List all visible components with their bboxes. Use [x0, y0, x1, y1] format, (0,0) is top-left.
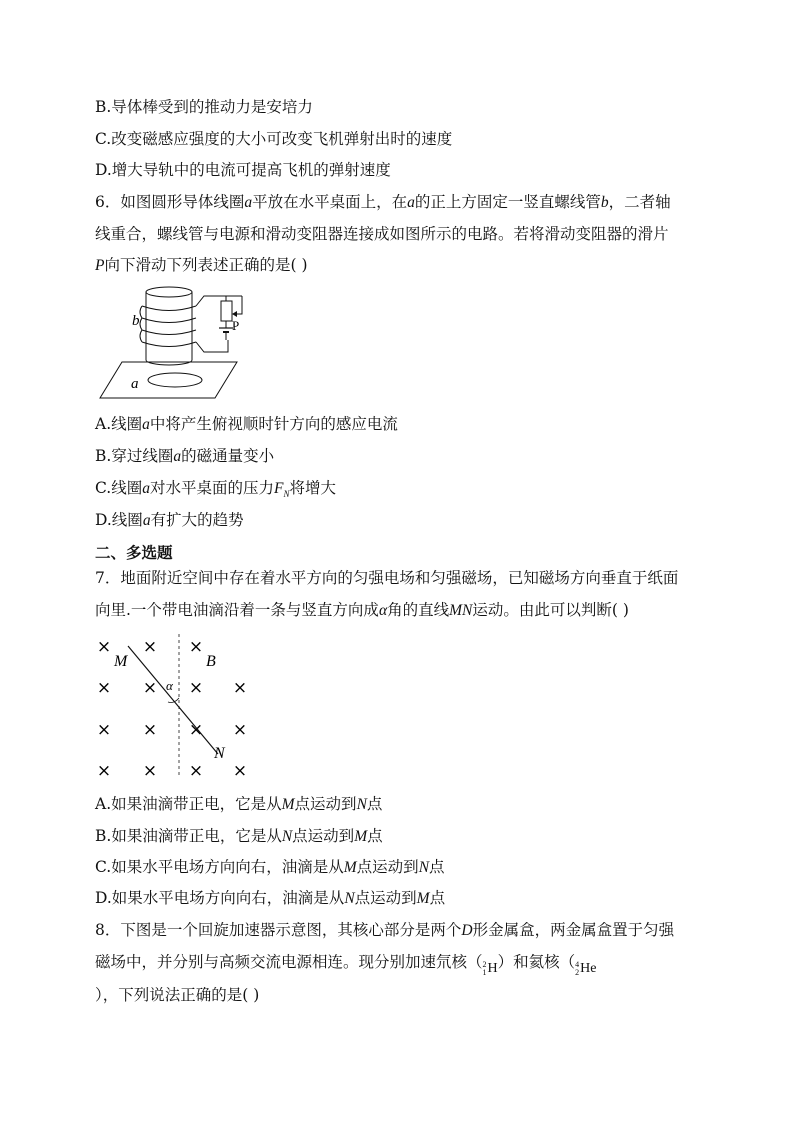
field-cross: × [142, 637, 158, 657]
text: 平放在水平桌面上，在 [252, 193, 408, 211]
text: 的磁通量变小 [181, 447, 275, 465]
text: D.如果水平电场方向向右，油滴是从 [95, 889, 345, 907]
label-b: b [132, 313, 140, 329]
field-cross: × [188, 678, 204, 698]
var-f: F [274, 480, 284, 497]
text: 中将产生俯视顺时针方向的感应电流 [149, 415, 398, 433]
section-heading-multiple-choice: 二、多选题 [95, 543, 173, 562]
var-n: N [344, 890, 355, 907]
magnetic-field-figure [92, 632, 262, 780]
text: A.如果油滴带正电，它是从 [95, 795, 282, 813]
text: B.穿过线圈 [95, 447, 174, 465]
label-n: N [214, 745, 225, 762]
solenoid-circuit-figure [98, 284, 238, 404]
var-alpha: α [378, 602, 388, 619]
field-cross: × [96, 761, 112, 781]
text: 磁场中，并分别与高频交流电源相连。现分别加速氘核（ [95, 953, 483, 971]
text: 点 [429, 858, 445, 876]
q5-option-c: C.改变磁感应强度的大小可改变飞机弹射出时的速度 [95, 130, 453, 148]
atomic-number: 2 [575, 968, 580, 977]
text: 有扩大的趋势 [150, 511, 244, 529]
slider-p [234, 296, 242, 314]
text: 对水平桌面的压力 [149, 479, 274, 497]
label-m: M [114, 653, 128, 670]
q6-stem-line3 [95, 255, 308, 276]
text: 点 [366, 795, 383, 813]
var-a: a [142, 416, 150, 433]
element-symbol: H [487, 961, 498, 976]
field-cross: × [142, 720, 158, 740]
coil-a [148, 373, 202, 387]
field-cross: × [188, 637, 204, 657]
var-a: a [142, 512, 151, 529]
field-cross: × [96, 678, 112, 698]
q5-option-d: D.增大导轨中的电流可提高飞机的弹射速度 [95, 161, 391, 179]
q6-stem-line1 [95, 192, 671, 213]
text: 点 [367, 827, 383, 845]
deuteron-symbol [483, 959, 498, 979]
text: C.线圈 [95, 479, 143, 497]
q7-option-a [95, 794, 382, 815]
text: 8．下图是一个回旋加速器示意图，其核心部分是两个 [95, 921, 462, 939]
var-m: M [416, 890, 430, 907]
field-cross: × [232, 678, 248, 698]
text: 向里.一个带电油滴沿着一条与竖直方向成 [95, 601, 379, 619]
solenoid-windings [140, 306, 196, 347]
field-cross: × [96, 637, 112, 657]
atomic-number: 1 [482, 968, 487, 977]
label-a: a [131, 376, 139, 392]
var-m: M [343, 859, 357, 876]
field-cross: × [188, 761, 204, 781]
text: D.线圈 [95, 511, 143, 529]
trajectory-mn [128, 646, 218, 754]
var-m: M [354, 828, 368, 845]
element-symbol: He [580, 961, 597, 976]
q6-stem-line2: 线重合，螺线管与电源和滑动变阻器连接成如图所示的电路。若将滑动变阻器的滑片 [95, 225, 669, 243]
text: ）和氦核（ [497, 953, 576, 971]
var-a: a [244, 194, 253, 211]
field-cross: × [142, 678, 158, 698]
q7-option-d [95, 888, 445, 909]
var-mn: MN [449, 602, 473, 619]
q7-stem-line2 [95, 600, 629, 621]
q7-option-c [95, 857, 445, 878]
helium-nucleus-symbol [575, 959, 596, 979]
q8-stem-line2 [95, 952, 596, 979]
field-cross: × [96, 720, 112, 740]
text: 点 [429, 889, 446, 907]
text: 点运动到 [354, 889, 417, 907]
text: 点运动到 [292, 827, 355, 845]
text: 点运动到 [294, 795, 357, 813]
var-p: P [95, 257, 105, 274]
mass-number: 4 [575, 960, 580, 969]
q6-option-a [95, 414, 398, 435]
text: 将增大 [289, 479, 336, 497]
text: 角的直线 [387, 601, 450, 619]
q8-stem-line3: ），下列说法正确的是( ) [95, 986, 260, 1004]
q7-option-b [95, 826, 383, 847]
mass-number: 2 [482, 960, 487, 969]
table-surface [100, 362, 237, 398]
subscript-n: N [283, 489, 290, 500]
q8-stem-line1 [95, 920, 674, 941]
label-p: P [232, 318, 240, 333]
var-d: D [461, 922, 473, 939]
label-b-field: B [206, 653, 216, 670]
text: A.线圈 [95, 415, 143, 433]
var-a: a [173, 448, 182, 465]
solenoid-top [146, 287, 192, 297]
text: 形金属盒，两金属盒置于匀强 [472, 921, 675, 939]
text: 6．如图圆形导体线圈 [95, 193, 245, 211]
var-n: N [356, 796, 367, 813]
field-cross: × [188, 720, 204, 740]
field-cross: × [232, 761, 248, 781]
text: 点运动到 [356, 858, 419, 876]
text: 的正上方固定一竖直螺线管 [414, 193, 601, 211]
q7-stem-line1: 7．地面附近空间中存在着水平方向的匀强电场和匀强磁场，已知磁场方向垂直于纸面 [95, 569, 679, 587]
var-n: N [418, 859, 430, 876]
field-cross: × [232, 720, 248, 740]
rheostat [221, 301, 232, 321]
q6-option-b [95, 446, 274, 467]
text: 运动。由此可以判断( ) [472, 601, 629, 619]
q6-option-c [95, 478, 336, 504]
q6-option-d [95, 510, 244, 531]
var-a: a [407, 194, 415, 211]
var-n: N [281, 828, 293, 845]
q5-option-b: B.导体棒受到的推动力是安培力 [95, 98, 313, 116]
var-m: M [281, 796, 295, 813]
text: 向下滑动下列表述正确的是( ) [104, 256, 308, 274]
field-cross: × [142, 761, 158, 781]
text: ，二者轴 [608, 193, 671, 211]
label-alpha: α [166, 678, 173, 693]
var-b: b [600, 194, 609, 211]
text: B.如果油滴带正电，它是从 [95, 827, 282, 845]
text: C.如果水平电场方向向右，油滴是从 [95, 858, 344, 876]
var-a: a [142, 480, 150, 497]
